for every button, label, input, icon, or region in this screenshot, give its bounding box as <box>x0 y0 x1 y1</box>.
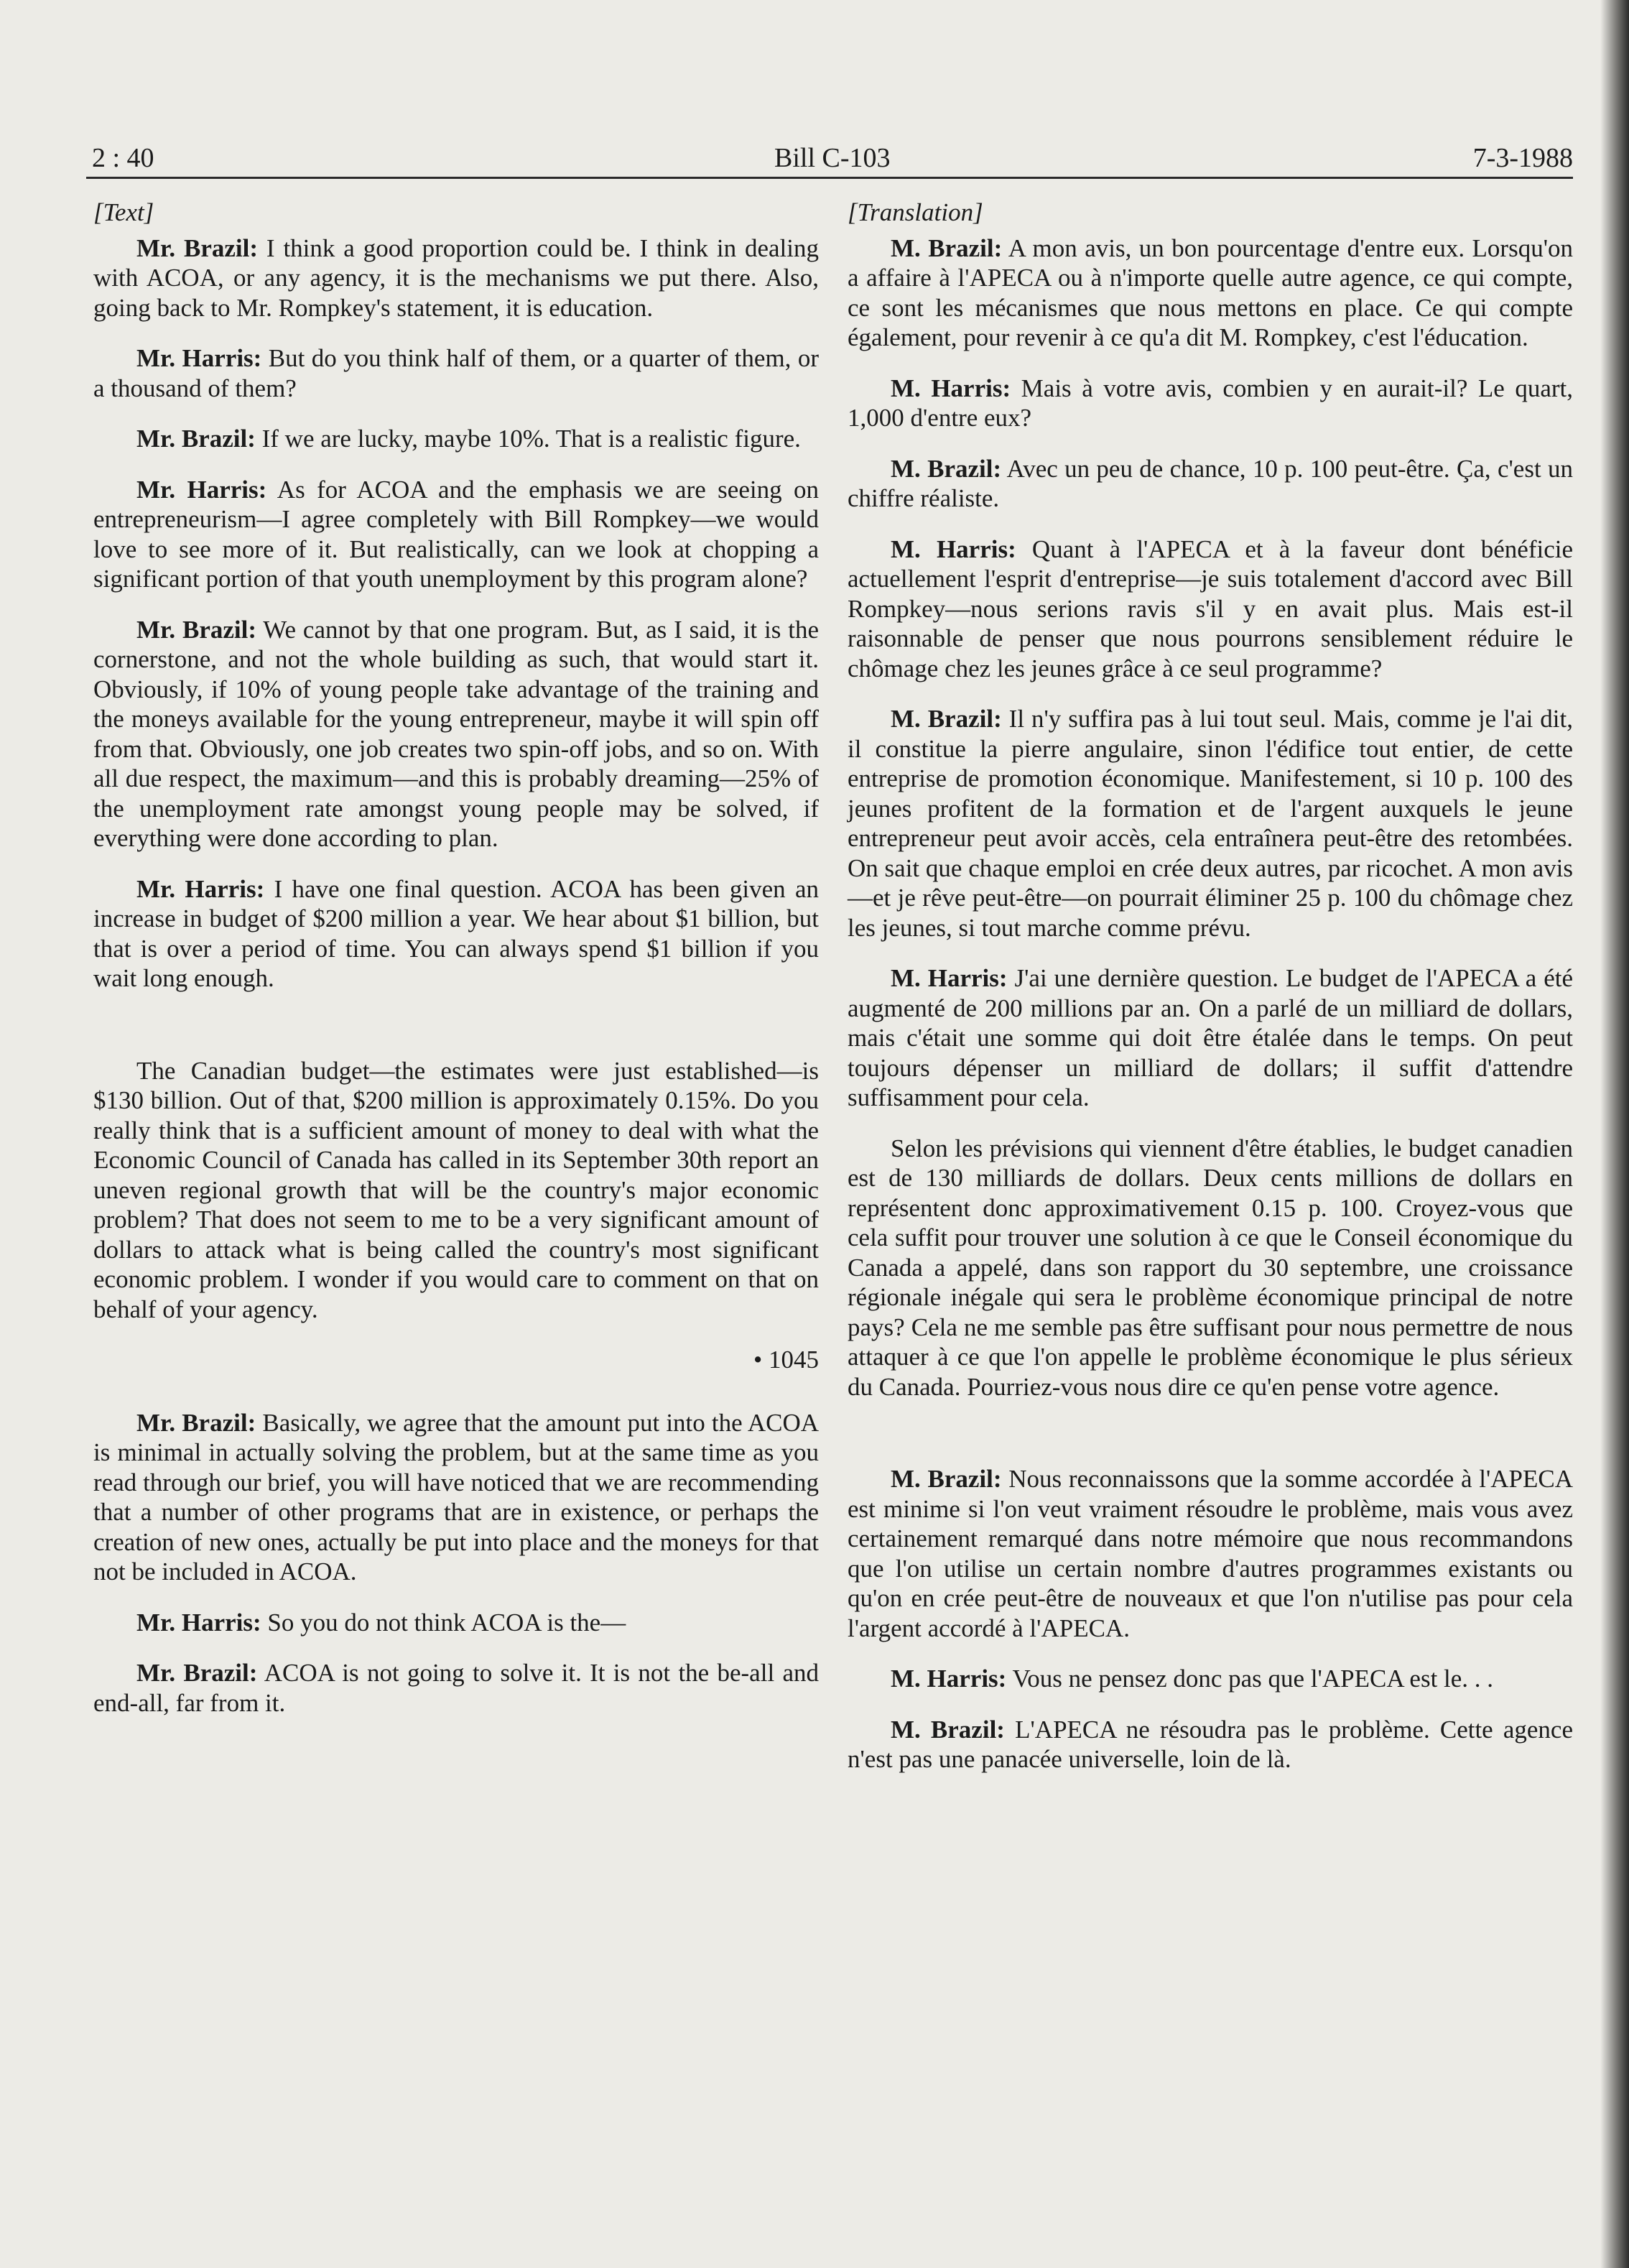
paragraph-text: If we are lucky, maybe 10%. That is a realistic figure. <box>261 425 801 453</box>
header-rule <box>86 177 1573 179</box>
speaker-label: M. Brazil: <box>891 1465 1002 1493</box>
paragraph-text: So you do not think ACOA is the— <box>267 1608 626 1637</box>
bill-title: Bill C-103 <box>774 143 891 173</box>
speaker-label: M. Brazil: <box>891 1715 1005 1744</box>
speaker-label: Mr. Harris: <box>136 475 267 504</box>
speaker-label: M. Brazil: <box>891 233 1003 262</box>
paragraph <box>848 1715 1573 1774</box>
speaker-label: Mr. Brazil: <box>136 1659 258 1687</box>
speaker-label: M. Harris: <box>891 964 1008 992</box>
paragraph-text: ACOA is not going to solve it. It is not the be-all and end-all, far from it. <box>93 1659 819 1717</box>
text-tag: [Text] <box>93 198 154 226</box>
paragraph-text: We cannot by that one program. But, as I said, it is the cornerstone, and not the whole building as such, that would start it. Obviously, if 10% of young people take advantage of the training and the moneys available for the young entrepreneur, maybe it will spin off from that. Obviously, one job creates two spin-off jobs, and so on. With all due respect, the maximum—and this is probably dreaming—25% of the unemployment rate amongst young people may be solved, if everything were done according to plan. <box>93 615 819 852</box>
paragraph <box>93 615 819 853</box>
page-edge-shadow <box>1600 0 1629 2268</box>
paragraph-text: J'ai une dernière question. Le budget de l'APECA a été augmenté de 200 millions par an. On a parlé de un milliard de dollars, mais c'était une somme qui doit être étalée dans le temps. On peut toujours dépenser un milliard de dollars; il suffit d'attendre suffisamment pour cela. <box>848 964 1574 1111</box>
speaker-label: M. Harris: <box>891 534 1016 563</box>
paragraph <box>93 424 819 454</box>
paragraph <box>93 1608 819 1638</box>
translation-tag: [Translation] <box>848 198 983 226</box>
speaker-label: Mr. Harris: <box>136 344 262 372</box>
paragraph: Selon les prévisions qui viennent d'être établies, le budget canadien est de 130 milliards de dollars. Deux cents millions de dollars en représentent donc approximativement 0.15 p. 100. Croyez-vous que cela suffit pour trouver une solution à ce que le Conseil économique du Canada a appelé, dans son rapport du 30 septembre, une croissance régionale inégale qui sera le problème économique principal de notre pays? Cela ne me semble pas être suffisant pour nous permettre de nous attaquer à ce que l'on appelle le problème économique le plus sérieux du Canada. Pourriez-vous nous dire ce qu'en pense votre agence. <box>848 1134 1573 1401</box>
speaker-label: M. Brazil: <box>891 454 1002 483</box>
paragraph <box>93 1658 819 1718</box>
paragraph-text: As for ACOA and the emphasis we are seeing on entrepreneurism—I agree completely with Bill Rompkey—we would love to see more of it. But realistically, can we look at chopping a significant portion of that youth unemployment by this program alone? <box>93 475 819 593</box>
speaker-label: M. Harris: <box>891 1665 1007 1693</box>
paragraph: The Canadian budget—the estimates were just established—is $130 billion. Out of that, $200 million is approximately 0.15%. Do you really think that is a sufficient amount of money to deal with what the Economic Council of Canada has called in its September 30th report an uneven regional growth that will be the country's major economic problem? That does not seem to me to be a very significant amount of dollars to attack what is being called the country's most significant economic problem. I wonder if you would care to comment on that on behalf of your agency. <box>93 1056 819 1323</box>
paragraph-text: Nous reconnaissons que la somme accordée à l'APECA est minime si l'on veut vraiment résoudre le problème, mais vous avez certainement remarqué dans notre mémoire que nous recommandons que l'on utilise un certain nombre d'autres programmes existants ou qu'on en crée peut-être de nouveaux et que l'on n'utilise pas pour cela l'argent accordé à l'APECA. <box>848 1465 1573 1642</box>
time-marker: • 1045 <box>753 1346 819 1374</box>
paragraph <box>93 1408 819 1587</box>
paragraph-text: But do you think half of them, or a quarter of them, or a thousand of them? <box>93 344 819 402</box>
speaker-label: M. Brazil: <box>891 705 1002 733</box>
paragraph <box>848 374 1573 433</box>
paragraph-text: Il n'y suffira pas à lui tout seul. Mais, comme je l'ai dit, il constitue la pierre angulaire, sinon l'édifice tout entier, de cette entreprise de promotion économique. Manifestement, si 10 p. 100 des jeunes profitent de la formation et de l'argent auxquels le jeune entrepreneur peut avoir accès, cela entraînera peut-être des retombées. On sait que chaque emploi en crée deux autres, par ricochet. A mon avis—et je rêve peut-être—on pourrait éliminer 25 p. 100 du chômage chez les jeunes, si tout marche comme prévu. <box>848 705 1573 942</box>
paragraph <box>848 704 1573 943</box>
speaker-label: Mr. Harris: <box>136 1608 261 1637</box>
paragraph-text: Mais à votre avis, combien y en aurait-il? Le quart, 1,000 d'entre eux? <box>848 374 1574 432</box>
paragraph-text: A mon avis, un bon pourcentage d'entre eux. Lorsqu'on a affaire à l'APECA ou à n'importe quelle autre agence, ce qui compte, ce sont les mécanismes que nous mettons en place. Ce qui compte également, pour revenir à ce qu'a dit M. Rompkey, c'est l'éducation. <box>848 233 1573 351</box>
paragraph <box>848 1464 1573 1643</box>
spacer <box>848 1422 1573 1464</box>
paragraph-text: L'APECA ne résoudra pas le problème. Cette agence n'est pas une panacée universelle, loin de là. <box>848 1715 1573 1773</box>
english-column <box>93 198 819 1739</box>
header-date: 7-3-1988 <box>1472 143 1573 173</box>
speaker-label: Mr. Brazil: <box>136 233 259 262</box>
spacer <box>93 1014 819 1056</box>
paragraph-text: I have one final question. ACOA has been given an increase in budget of $200 million a year. We hear about $1 billion, but that is over a period of time. You can always spend $1 billion if you wait long enough. <box>93 874 819 992</box>
paragraph-text: Basically, we agree that the amount put into the ACOA is minimal in actually solving the problem, but at the same time as you read through our brief, you will have noticed that we are recommending that a number of other programs that are in existence, or perhaps the creation of new ones, actually be put into place and the moneys for that not be included in ACOA. <box>93 1408 820 1586</box>
paragraph-text: Avec un peu de chance, 10 p. 100 peut-être. Ça, c'est un chiffre réaliste. <box>848 454 1573 512</box>
paragraph-text: Quant à l'APECA et à la faveur dont bénéficie actuellement l'esprit d'entreprise—je suis totalement d'accord avec Bill Rompkey—nous serions ravis s'il y en avait plus. Mais est-il raisonnable de penser que nous pourrons sensiblement réduire le chômage chez les jeunes grâce à ce seul programme? <box>848 534 1574 682</box>
speaker-label: Mr. Brazil: <box>136 425 256 453</box>
paragraph <box>848 534 1573 684</box>
speaker-label: Mr. Harris: <box>136 874 265 903</box>
page-header <box>86 142 1573 178</box>
paragraph <box>848 963 1573 1113</box>
paragraph <box>93 874 819 994</box>
speaker-label: M. Harris: <box>891 374 1011 402</box>
paragraph <box>848 233 1573 353</box>
paragraph-text: Vous ne pensez donc pas que l'APECA est le. . . <box>1012 1665 1494 1693</box>
paragraph <box>93 233 819 323</box>
french-column <box>848 198 1573 1795</box>
speaker-label: Mr. Brazil: <box>136 615 257 644</box>
paragraph <box>848 454 1573 514</box>
speaker-label: Mr. Brazil: <box>136 1408 256 1437</box>
page-number: 2 : 40 <box>92 143 154 173</box>
paragraph <box>848 1664 1573 1694</box>
paragraph <box>93 343 819 403</box>
paragraph-text: I think a good proportion could be. I think in dealing with ACOA, or any agency, it is the mechanisms we put there. Also, going back to Mr. Rompkey's statement, it is education. <box>93 233 820 322</box>
paragraph <box>93 475 819 594</box>
